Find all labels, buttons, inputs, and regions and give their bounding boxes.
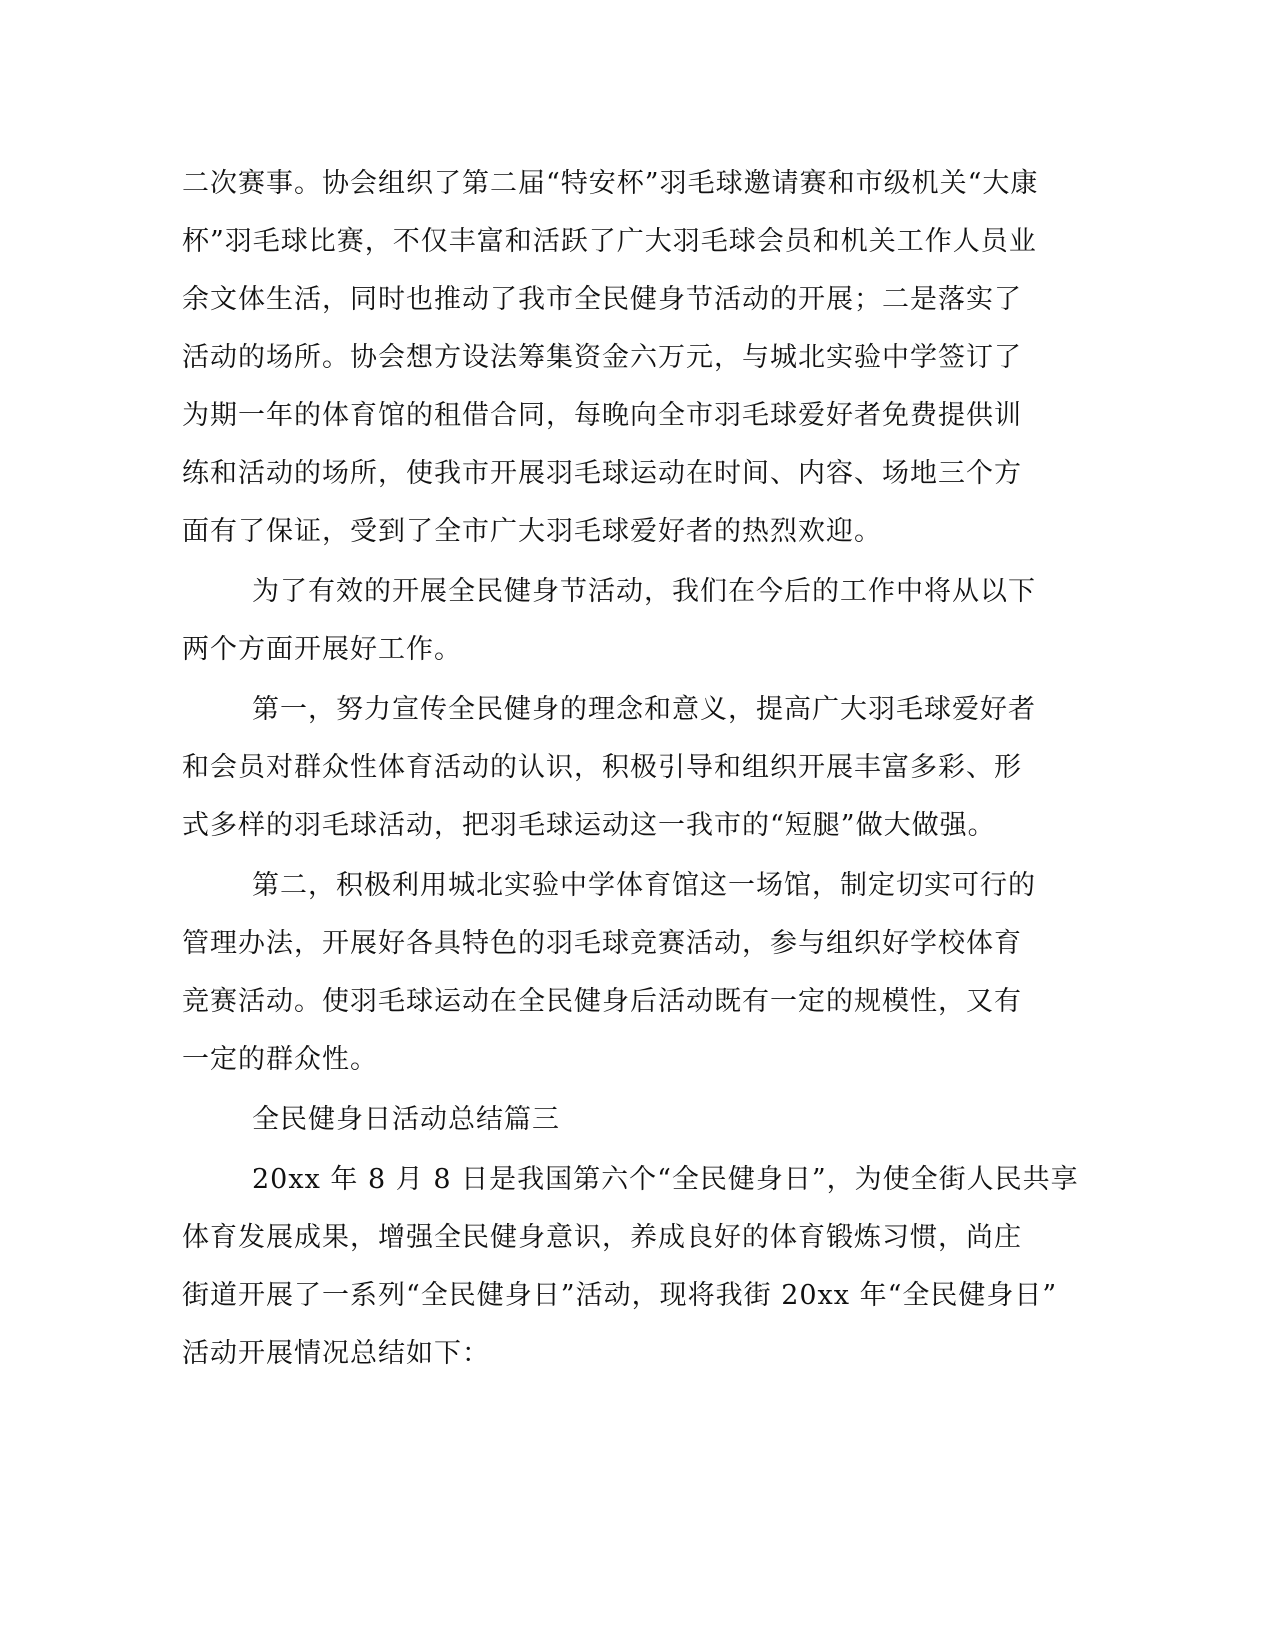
text-line: 面有了保证，受到了全市广大羽毛球爱好者的热烈欢迎。 [182,516,882,547]
text-line: 两个方面开展好工作。 [182,634,462,665]
paragraph-first-line: 为了有效的开展全民健身节活动，我们在今后的工作中将从以下 [252,576,1036,607]
paragraph-first-line: 第二，积极利用城北实验中学体育馆这一场馆，制定切实可行的 [252,870,1036,901]
paragraph-first-line: 第一，努力宣传全民健身的理念和意义，提高广大羽毛球爱好者 [252,694,1036,725]
text-line: 一定的群众性。 [182,1044,378,1075]
text-line: 二次赛事。协会组织了第二届“特安杯”羽毛球邀请赛和市级机关“大康 [182,168,1039,199]
text-line: 式多样的羽毛球活动，把羽毛球运动这一我市的“短腿”做大做强。 [182,810,996,841]
text-line: 活动的场所。协会想方设法筹集资金六万元，与城北实验中学签订了 [182,342,1022,373]
text-line: 管理办法，开展好各具特色的羽毛球竞赛活动，参与组织好学校体育 [182,928,1022,959]
text-line: 为期一年的体育馆的租借合同，每晚向全市羽毛球爱好者免费提供训 [182,400,1022,431]
text-line: 和会员对群众性体育活动的认识，积极引导和组织开展丰富多彩、形 [182,752,1022,783]
text-line: 体育发展成果，增强全民健身意识，养成良好的体育锻炼习惯，尚庄 [182,1222,1022,1253]
text-line: 杯”羽毛球比赛，不仅丰富和活跃了广大羽毛球会员和机关工作人员业 [182,226,1037,257]
text-line: 练和活动的场所，使我市开展羽毛球运动在时间、内容、场地三个方 [182,458,1022,489]
text-line: 活动开展情况总结如下： [182,1338,490,1369]
section-heading: 全民健身日活动总结篇三 [252,1104,560,1135]
text-line: 余文体生活，同时也推动了我市全民健身节活动的开展；二是落实了 [182,284,1022,315]
text-line: 竞赛活动。使羽毛球运动在全民健身后活动既有一定的规模性，又有 [182,986,1022,1017]
text-line: 街道开展了一系列“全民健身日”活动，现将我街 20xx 年“全民健身日” [182,1280,1058,1311]
paragraph-first-line: 20xx 年 8 月 8 日是我国第六个“全民健身日”，为使全街人民共享 [252,1164,1079,1195]
